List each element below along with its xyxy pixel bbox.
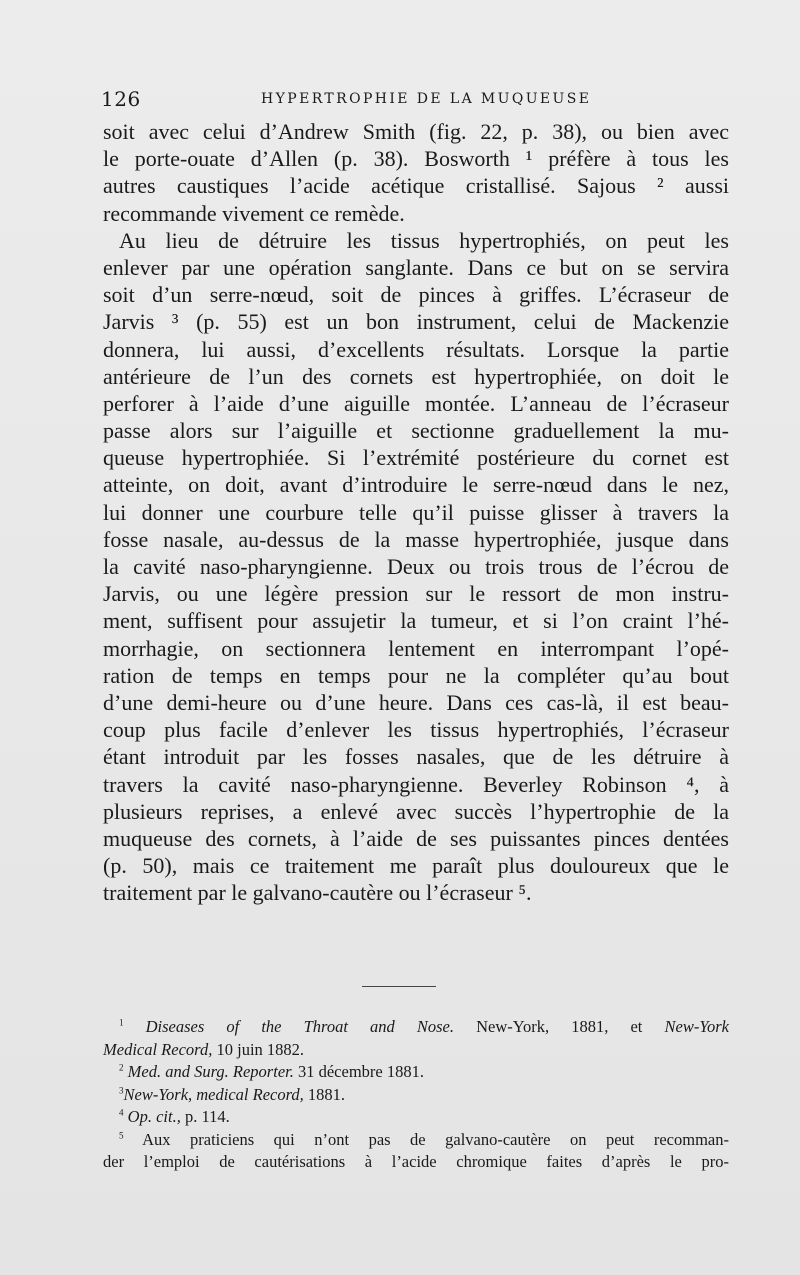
body-line: autres caustiques l’acide acétique cristallisé. Sajous ² aussi xyxy=(103,173,729,199)
footnote-marker: 5 xyxy=(119,1130,124,1140)
body-line: d’une demi-heure ou d’une heure. Dans ces cas-là, il est beau- xyxy=(103,689,729,715)
footnote-text: New-York, 1881, et xyxy=(454,1017,665,1036)
body-line: antérieure de l’un des cornets est hypertrophiée, on doit le xyxy=(103,363,729,389)
body-line: travers la cavité naso-pharyngienne. Beverley Robinson ⁴, à xyxy=(103,771,729,797)
footnotes xyxy=(103,1016,729,1174)
body-line: passe alors sur l’aiguille et sectionne graduellement la mu- xyxy=(103,418,729,444)
footnote-text: 1881. xyxy=(303,1084,346,1104)
footnote-text: Aux praticiens qui n’ont pas de galvano-cautère on peut recomman- xyxy=(123,1129,729,1149)
body-line: plusieurs reprises, a enlevé avec succès l’hypertrophie de la xyxy=(103,798,729,824)
body-line: ration de temps en temps pour ne la compléter qu’au bout xyxy=(103,662,729,688)
footnote-marker: 1 xyxy=(119,1017,124,1028)
footnote-text: 10 juin 1882. xyxy=(212,1039,305,1059)
footnote-marker: 4 xyxy=(119,1107,124,1118)
footnote-journal: New-York xyxy=(664,1017,729,1036)
footnote-text: p. 114. xyxy=(180,1107,230,1126)
body-line: la cavité naso-pharyngienne. Deux ou trois trous de l’écrou de xyxy=(103,554,729,579)
body-line: Au lieu de détruire les tissus hypertrophiés, on peut les xyxy=(119,227,729,253)
running-title: HYPERTROPHIE DE LA MUQUEUSE xyxy=(261,91,592,107)
footnote-5-cont xyxy=(103,1151,729,1174)
body-line: muqueuse des cornets, à l’aide de ses puissantes pinces dentées xyxy=(103,825,729,851)
body-line: lui donner une courbure telle qu’il puisse glisser à travers la xyxy=(103,499,729,525)
body-line: étant introduit par les fosses nasales, que de les détruire à xyxy=(103,744,729,770)
footnote-journal-cont: Medical Record, xyxy=(103,1039,213,1059)
body-line: perforer à l’aide d’une aiguille montée. L’anneau de l’écraseur xyxy=(103,390,729,416)
footnote-marker: 2 xyxy=(119,1062,124,1073)
footnote-text: 31 décembre 1881. xyxy=(293,1062,424,1081)
body-line: coup plus facile d’enlever les tissus hypertrophiés, l’écraseur xyxy=(103,717,729,743)
body-line: donnera, lui aussi, d’excellents résultats. Lorsque la partie xyxy=(103,336,729,362)
body-line: recommande vivement ce remède. xyxy=(103,200,405,226)
footnote-title: Op. cit., xyxy=(127,1107,181,1126)
footnote-title: Diseases of the Throat and Nose. xyxy=(145,1017,455,1036)
body-line: atteinte, on doit, avant d’introduire le serre-nœud dans le nez, xyxy=(103,472,729,498)
footnote-1-cont xyxy=(103,1039,729,1062)
body-line: enlever par une opération sanglante. Dans ce but on se servira xyxy=(103,254,729,280)
body-line: Jarvis, ou une légère pression sur le ressort de mon instru- xyxy=(103,581,729,607)
body-text xyxy=(103,118,729,906)
body-line: soit avec celui d’Andrew Smith (fig. 22, p. 38), ou bien avec xyxy=(103,119,729,144)
body-line: ment, suffisent pour assujetir la tumeur, et si l’on craint l’hé- xyxy=(103,608,729,634)
footnote-text: der l’emploi de cautérisations à l’acide chromique faites d’après le pro- xyxy=(103,1152,729,1171)
page-header xyxy=(101,87,721,117)
body-line: fosse nasale, au-dessus de la masse hypertrophiée, jusque dans xyxy=(103,526,729,552)
page-number: 126 xyxy=(101,87,141,111)
footnote-title: Med. and Surg. Reporter. xyxy=(127,1062,294,1081)
footnote-3 xyxy=(103,1084,729,1107)
footnote-5 xyxy=(103,1129,729,1152)
footnote-4 xyxy=(103,1106,729,1129)
footnote-separator xyxy=(362,986,436,987)
body-line: morrhagie, on sectionnera lentement en interrompant l’opé- xyxy=(103,635,729,661)
body-line: traitement par le galvano-cautère ou l’écraseur ⁵. xyxy=(103,880,532,906)
body-line: soit d’un serre-nœud, soit de pinces à griffes. L’écraseur de xyxy=(103,282,729,308)
body-line: Jarvis ³ (p. 55) est un bon instrument, celui de Mackenzie xyxy=(103,309,729,335)
body-line: queuse hypertrophiée. Si l’extrémité postérieure du cornet est xyxy=(103,445,729,471)
footnote-title: New-York, medical Record, xyxy=(123,1084,304,1104)
footnote-marker: 3 xyxy=(119,1085,124,1095)
footnote-1 xyxy=(103,1016,729,1039)
body-line: le porte-ouate d’Allen (p. 38). Bosworth ¹ préfère à tous les xyxy=(103,146,729,172)
footnote-2 xyxy=(103,1061,729,1084)
body-line: (p. 50), mais ce traitement me paraît plus douloureux que le xyxy=(103,853,729,879)
